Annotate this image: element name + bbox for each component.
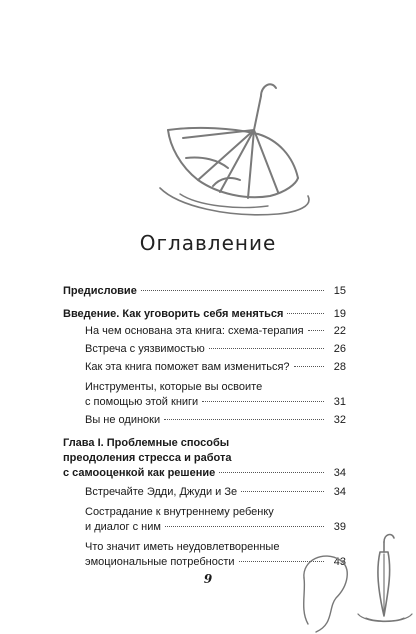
toc-entry-page: 39: [333, 521, 346, 533]
toc-entry-label: с самооценкой как решение: [63, 467, 216, 479]
toc-entry-page: 32: [333, 414, 346, 426]
dot-leader: [141, 290, 324, 291]
toc-entry-label: Встречайте Эдди, Джуди и Зе: [85, 486, 238, 498]
toc-entry-page: 26: [333, 343, 346, 355]
toc-entry-label: Как эта книга поможет вам измениться?: [85, 361, 290, 373]
dot-leader: [287, 313, 324, 314]
dot-leader: [202, 401, 324, 402]
toc-entry-introduction[interactable]: [63, 307, 346, 322]
toc-entry-label: Встреча с уязвимостью: [85, 343, 205, 355]
toc-entry-label: эмоциональные потребности: [85, 556, 235, 568]
toc-entry-label: с помощью этой книги: [85, 396, 199, 408]
toc-entry-label-line: преодоления стресса и работа: [63, 452, 232, 464]
toc-entry-label-line: Инструменты, которые вы освоите: [85, 381, 263, 393]
toc-entry-meet-eddie-judy-ze[interactable]: [63, 485, 346, 500]
page-number: 9: [203, 572, 213, 586]
toc-entry-page: 43: [333, 556, 346, 568]
toc-entry-label: Предисловие: [63, 285, 137, 297]
toc-entry-how-book-helps[interactable]: [63, 360, 346, 375]
toc-entry-page: 34: [333, 467, 346, 479]
toc-title: Оглавление: [139, 231, 277, 255]
umbrella-in-puddle-illustration: [158, 68, 318, 228]
toc-entry-label: Введение. Как уговорить себя меняться: [63, 308, 284, 320]
toc-entry-chapter-1[interactable]: [63, 436, 346, 481]
toc-entry-preface[interactable]: [63, 284, 346, 299]
toc-entry-label: На чем основана эта книга: схема-терапия: [85, 325, 304, 337]
dot-leader: [241, 491, 324, 492]
toc-entry-page: 15: [333, 285, 346, 297]
dot-leader: [294, 366, 324, 367]
toc-entry-label-line: Сострадание к внутреннему ребенку: [85, 506, 274, 518]
toc-entry-label: и диалог с ним: [85, 521, 161, 533]
dot-leader: [209, 348, 324, 349]
toc-entry-vulnerability[interactable]: [63, 342, 346, 357]
dot-leader: [219, 472, 324, 473]
closed-umbrella-in-puddle-illustration: [300, 520, 416, 634]
toc-entry-label: Вы не одиноки: [85, 414, 161, 426]
toc-entry-page: 22: [333, 325, 346, 337]
toc-entry-page: 34: [333, 486, 346, 498]
toc-entry-tools[interactable]: [63, 380, 346, 410]
toc-entry-schema-therapy[interactable]: [63, 324, 346, 339]
toc-entry-page: 28: [333, 361, 346, 373]
dot-leader: [164, 419, 324, 420]
toc-entry-label-line: Глава I. Проблемные способы: [63, 437, 230, 449]
dot-leader: [308, 330, 324, 331]
toc-entry-label-line: Что значит иметь неудовлетворенные: [85, 541, 280, 553]
toc-entry-page: 31: [333, 396, 346, 408]
toc-entry-not-alone[interactable]: [63, 413, 346, 428]
toc-entry-page: 19: [333, 308, 346, 320]
